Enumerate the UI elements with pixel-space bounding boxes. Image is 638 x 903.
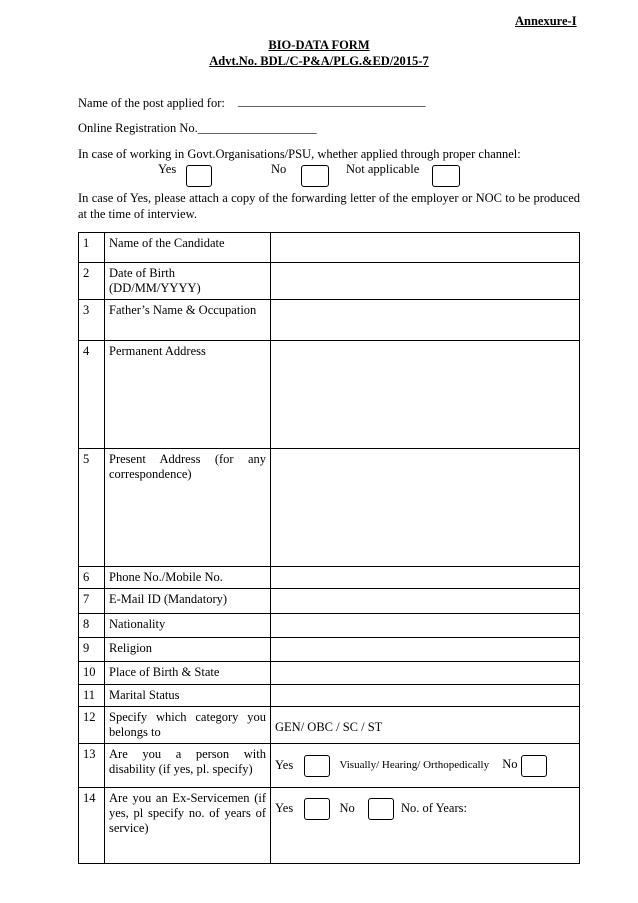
table-row — [79, 263, 580, 300]
opt-no-checkbox[interactable] — [301, 165, 329, 187]
row-label: Specify which category you belongs to — [105, 707, 271, 744]
annexure-label: Annexure-I — [515, 14, 577, 28]
row-number: 11 — [79, 685, 105, 707]
row-label: Religion — [105, 638, 271, 662]
ex-no-label: No — [339, 800, 355, 815]
row-number: 9 — [79, 638, 105, 662]
disability-yes-checkbox[interactable] — [304, 755, 330, 777]
post-field[interactable]: ______________________________ — [238, 94, 426, 108]
row-number: 2 — [79, 263, 105, 300]
nationality-field[interactable] — [271, 614, 580, 638]
father-field[interactable] — [271, 300, 580, 341]
row-number: 13 — [79, 744, 105, 788]
table-row — [79, 341, 580, 449]
phone-field[interactable] — [271, 567, 580, 589]
row-number: 8 — [79, 614, 105, 638]
reg-field[interactable]: ___________________ — [197, 121, 317, 135]
row-label: E-Mail ID (Mandatory) — [105, 589, 271, 614]
row-number: 5 — [79, 449, 105, 567]
disability-field — [271, 744, 580, 788]
ex-yes-checkbox[interactable] — [304, 798, 330, 820]
table-row — [79, 300, 580, 341]
table-row — [79, 744, 580, 788]
opt-no-label: No — [271, 162, 287, 176]
table-row — [79, 685, 580, 707]
ex-yes-label: Yes — [275, 800, 294, 815]
religion-field[interactable] — [271, 638, 580, 662]
reg-label — [78, 121, 317, 136]
row-label: Are you a person with disability (if yes, pl. specify) — [105, 744, 271, 788]
ex-servicemen-field — [271, 788, 580, 864]
row-number: 1 — [79, 233, 105, 263]
table-row — [79, 614, 580, 638]
row-label: Present Address (for any correspondence) — [105, 449, 271, 567]
present-address-field[interactable] — [271, 449, 580, 567]
row-label: Date of Birth (DD/MM/YYYY) — [105, 263, 271, 300]
row-label: Are you an Ex-Servicemen (if yes, pl specify no. of years of service) — [105, 788, 271, 864]
opt-yes-label: Yes — [158, 162, 177, 176]
row-number: 4 — [79, 341, 105, 449]
disability-type-label: Visually/ Hearing/ Orthopedically — [339, 759, 490, 772]
channel-question: In case of working in Govt.Organisations/PSU, whether applied through proper channel: — [78, 147, 521, 161]
row-label: Phone No./Mobile No. — [105, 567, 271, 589]
table-row — [79, 449, 580, 567]
opt-yes-checkbox[interactable] — [186, 165, 212, 187]
post-label: Name of the post applied for: — [78, 96, 225, 110]
table-row — [79, 233, 580, 263]
opt-na-label: Not applicable — [346, 162, 420, 176]
attach-note: In case of Yes, please attach a copy of the forwarding letter of the employer or NOC to be produced at the time of interview. — [78, 191, 580, 221]
table-row — [79, 589, 580, 614]
category-field[interactable] — [271, 707, 580, 744]
row-label: Nationality — [105, 614, 271, 638]
row-number: 12 — [79, 707, 105, 744]
disability-yes-label: Yes — [275, 757, 294, 772]
disability-no-label: No — [502, 757, 518, 772]
birthplace-field[interactable] — [271, 662, 580, 685]
dob-field[interactable] — [271, 263, 580, 300]
name-field[interactable] — [271, 233, 580, 263]
row-number: 14 — [79, 788, 105, 864]
table-row — [79, 707, 580, 744]
disability-no-checkbox[interactable] — [521, 755, 547, 777]
table-row — [79, 662, 580, 685]
row-label: Father’s Name & Occupation — [105, 300, 271, 341]
ex-years-label: No. of Years: — [400, 800, 467, 815]
reg-label-text: Online Registration No. — [78, 121, 198, 135]
row-number: 10 — [79, 662, 105, 685]
row-label: Permanent Address — [105, 341, 271, 449]
table-row — [79, 638, 580, 662]
table-row — [79, 567, 580, 589]
category-options: GEN/ OBC / SC / ST — [275, 720, 383, 734]
row-number: 3 — [79, 300, 105, 341]
row-number: 6 — [79, 567, 105, 589]
biodata-table — [78, 232, 580, 864]
row-number: 7 — [79, 589, 105, 614]
table-row — [79, 788, 580, 864]
row-label: Name of the Candidate — [105, 233, 271, 263]
row-label: Marital Status — [105, 685, 271, 707]
email-field[interactable] — [271, 589, 580, 614]
opt-na-checkbox[interactable] — [432, 165, 460, 187]
permanent-address-field[interactable] — [271, 341, 580, 449]
advt-number: Advt.No. BDL/C-P&A/PLG.&ED/2015-7 — [209, 54, 429, 68]
row-label: Place of Birth & State — [105, 662, 271, 685]
marital-status-field[interactable] — [271, 685, 580, 707]
ex-no-checkbox[interactable] — [368, 798, 394, 820]
form-title: BIO-DATA FORM — [268, 38, 370, 52]
